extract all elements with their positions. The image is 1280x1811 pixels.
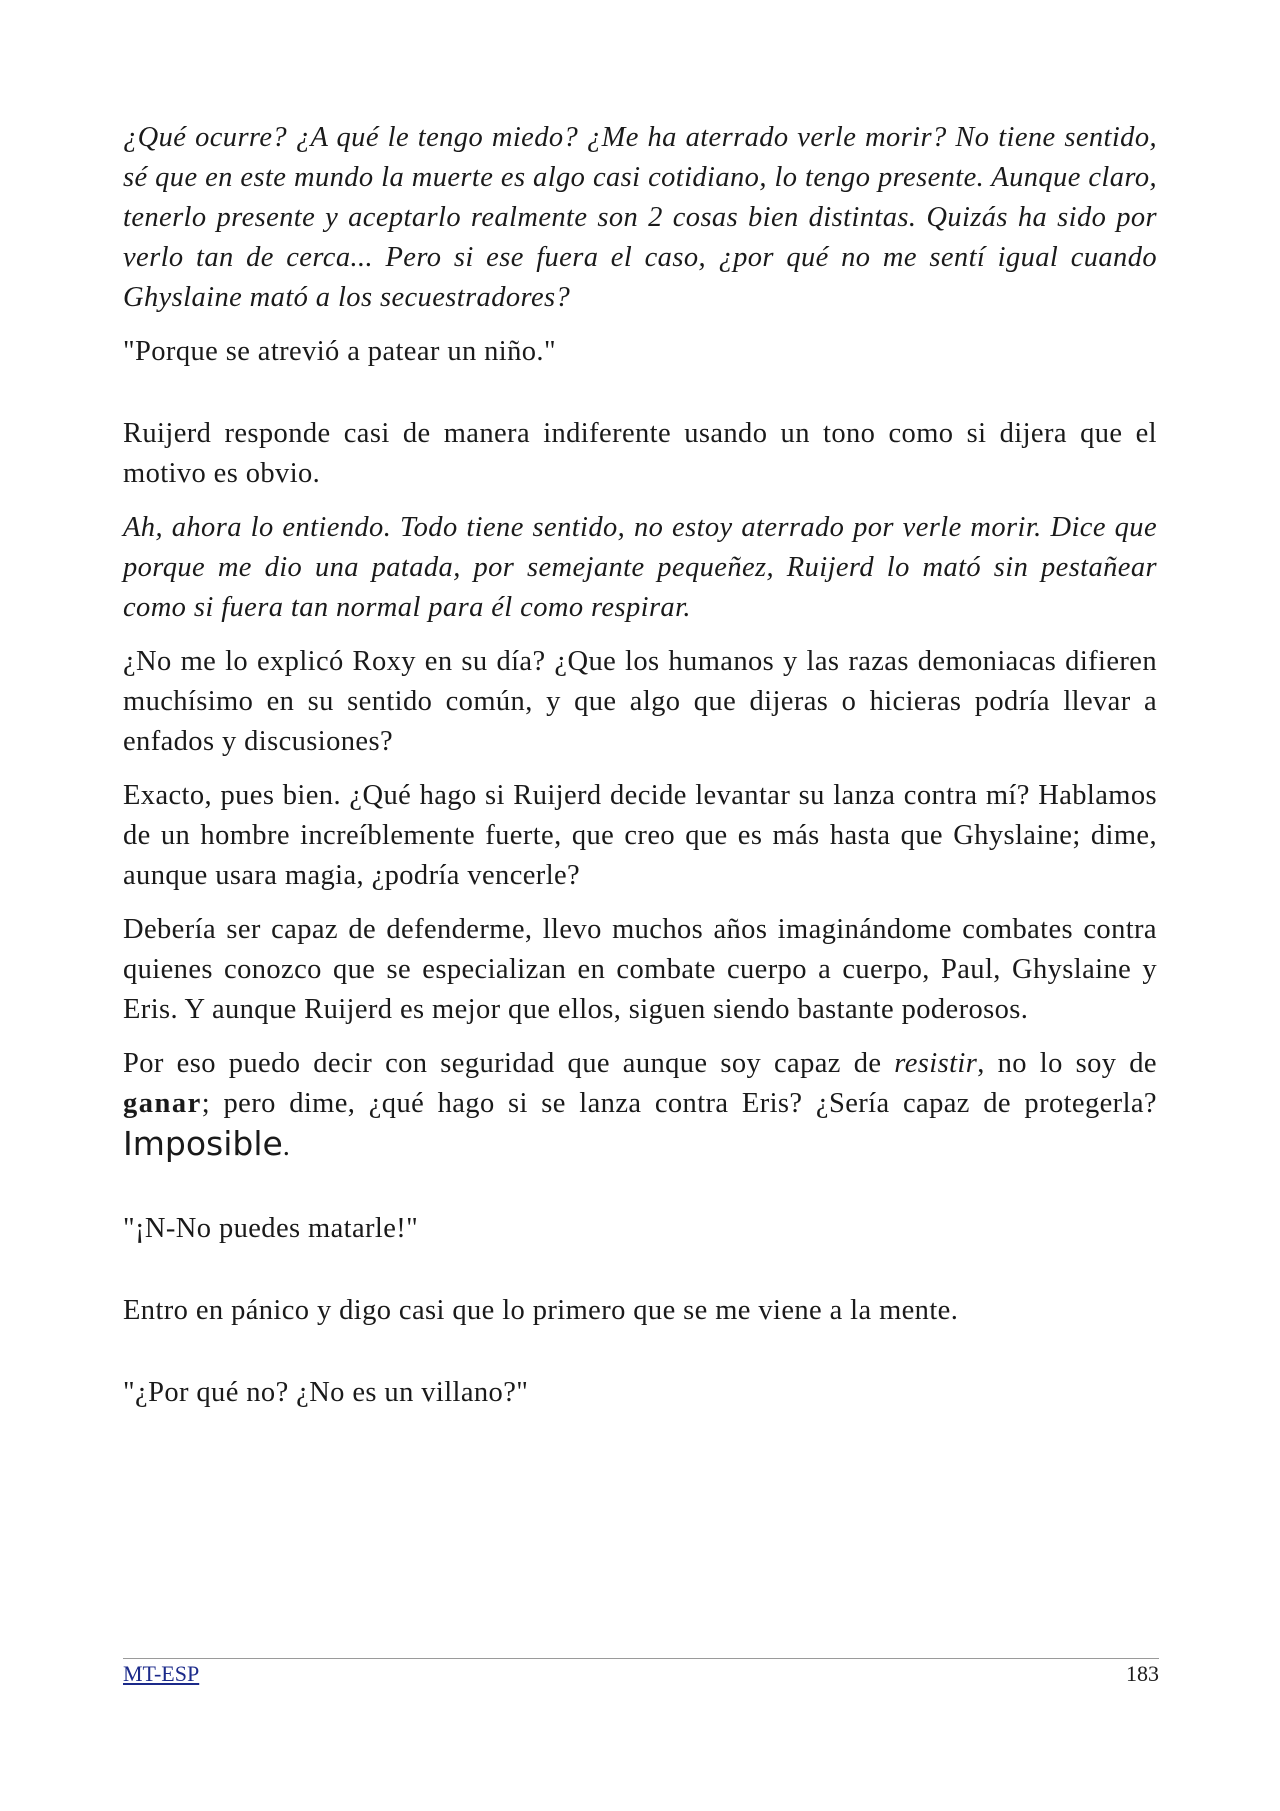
paragraph-thought-1: ¿Qué ocurre? ¿A qué le tengo miedo? ¿Me ha aterrado verle morir? No tiene sentido, sé que en este mundo la muerte es algo casi cotidiano, lo tengo presente. Aunque claro, tenerlo presente y aceptarlo realmente son 2 cosas bien distintas. Quizás ha sido por verlo tan de cerca... Pero si ese fuera el caso, ¿por qué no me sentí igual cuando Ghyslaine mató a los secuestradores?: [123, 122, 1157, 313]
paragraph-narration-6: Entro en pánico y digo casi que lo primero que se me viene a la mente.: [123, 1295, 959, 1326]
dialog-line-1: "Porque se atrevió a patear un niño.": [123, 336, 556, 367]
page-body: [123, 118, 1157, 1455]
paragraph-narration-4: Debería ser capaz de defenderme, llevo muchos años imaginándome combates contra quienes conozco que se especializan en combate cuerpo a cuerpo, Paul, Ghyslaine y Eris. Y aunque Ruijerd es mejor que ellos, siguen siendo bastante poderosos.: [123, 914, 1157, 1025]
paragraph-narration-1: Ruijerd responde casi de manera indiferente usando un tono como si dijera que el motivo es obvio.: [123, 418, 1157, 489]
dialog-line-2: "¡N-No puedes matarle!": [123, 1213, 419, 1244]
text-run: , no lo soy de: [977, 1048, 1157, 1079]
paragraph-narration-3: Exacto, pues bien. ¿Qué hago si Ruijerd decide levantar su lanza contra mí? Hablamos de un hombre increíblemente fuerte, que creo que es más hasta que Ghyslaine; dime, aunque usara magia, ¿podría vencerle?: [123, 780, 1157, 891]
page-number: 183: [1126, 1661, 1159, 1686]
emphasis-ganar: ganar: [123, 1088, 202, 1119]
paragraph-narration-5: [123, 1044, 1157, 1167]
text-run: .: [282, 1131, 291, 1162]
footer-link-mt-esp[interactable]: MT-ESP: [123, 1661, 200, 1686]
text-run: ; pero dime, ¿qué hago si se lanza contra Eris? ¿Sería capaz de protegerla?: [201, 1088, 1157, 1119]
paragraph-thought-2: Ah, ahora lo entiendo. Todo tiene sentido, no estoy aterrado por verle morir. Dice que porque me dio una patada, por semejante pequeñez, Ruijerd lo mató sin pestañear como si fuera tan normal para él como respirar.: [123, 512, 1157, 623]
emphasis-resistir: resistir: [894, 1048, 978, 1079]
emphasis-imposible: Imposible: [123, 1124, 283, 1163]
dialog-line-3: "¿Por qué no? ¿No es un villano?": [123, 1377, 529, 1408]
text-run: Por eso puedo decir con seguridad que aunque soy capaz de: [123, 1048, 895, 1079]
paragraph-narration-2: ¿No me lo explicó Roxy en su día? ¿Que los humanos y las razas demoniacas difieren muchísimo en su sentido común, y que algo que dijeras o hicieras podría llevar a enfados y discusiones?: [123, 646, 1157, 757]
footer-divider: [123, 1658, 1159, 1659]
